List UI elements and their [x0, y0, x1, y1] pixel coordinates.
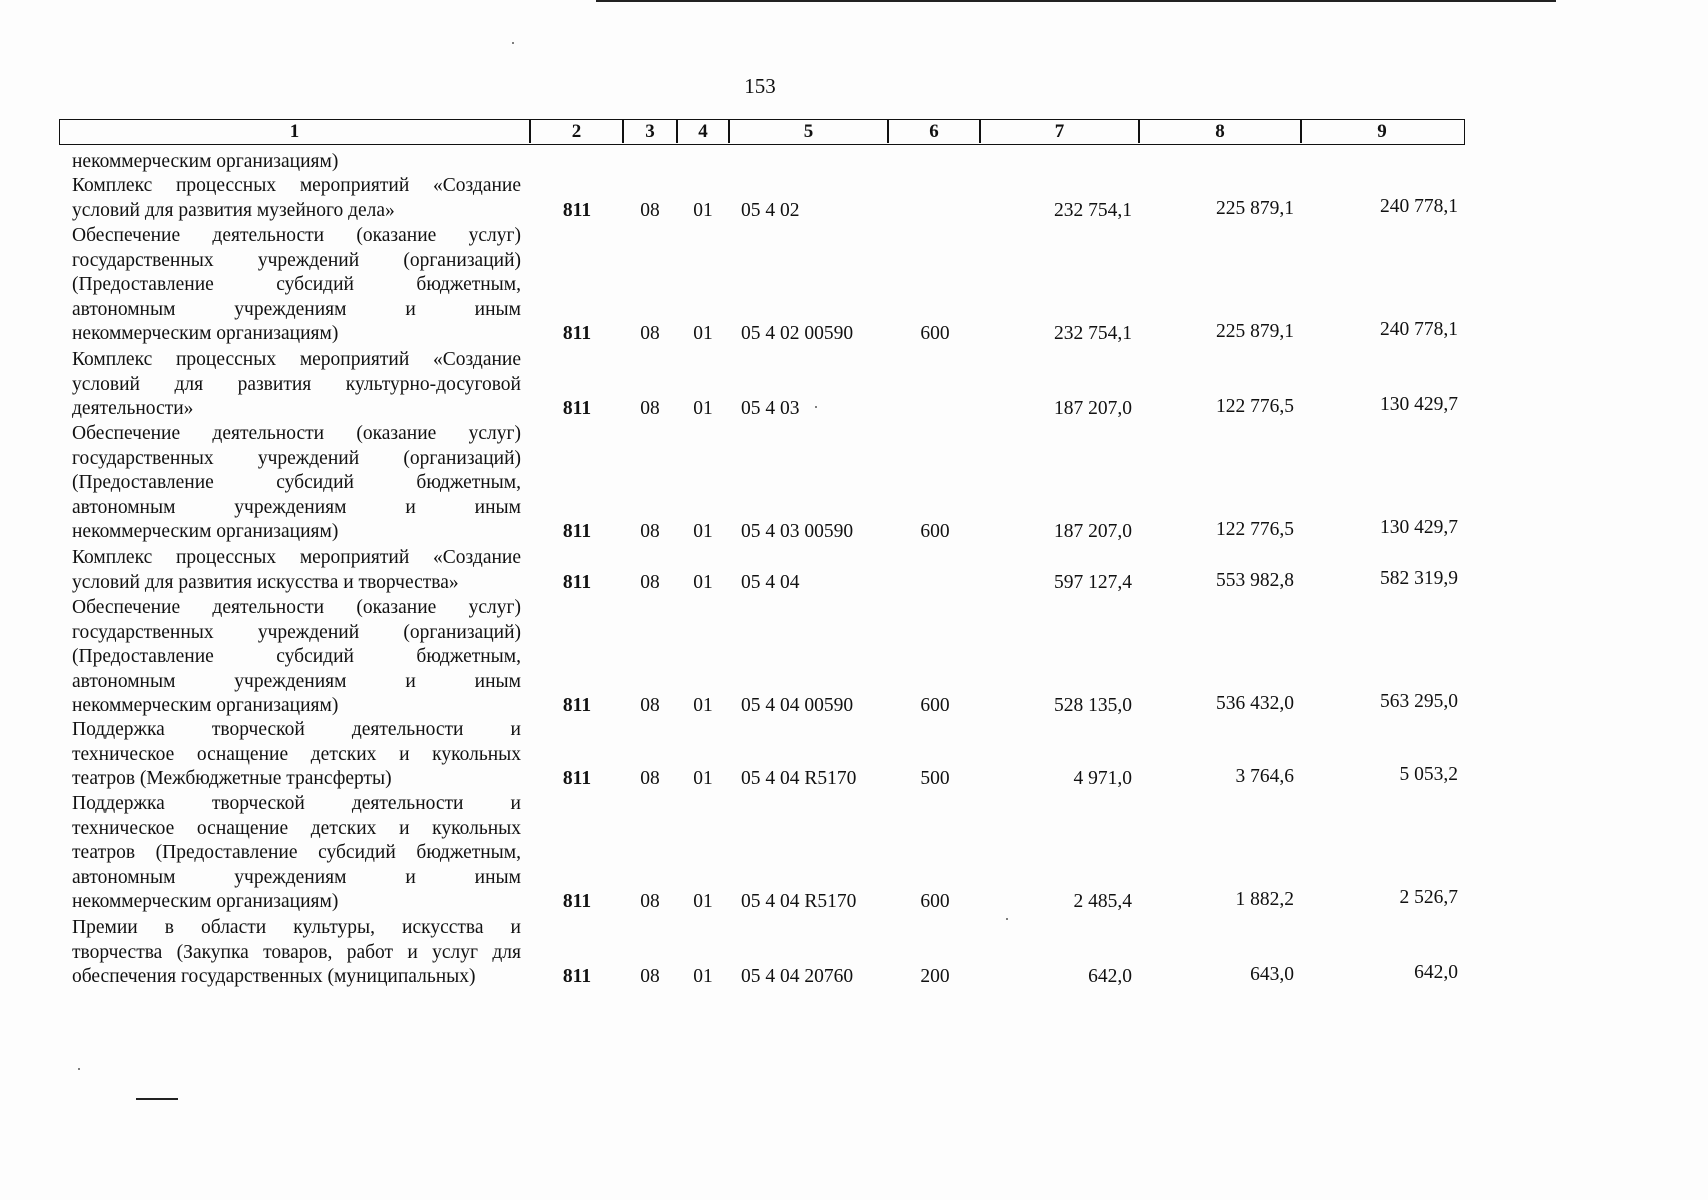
description-line: некоммерческим организациям)	[72, 695, 339, 717]
cell-target-article: 05 4 04 R5170	[741, 768, 857, 790]
description-line: театров (Межбюджетные трансферты)	[72, 768, 392, 790]
description-line: некоммерческим организациям)	[72, 323, 339, 345]
cell-amount-col7: 4 971,0	[1073, 768, 1132, 790]
cell-department-code: 811	[562, 966, 592, 988]
row-description	[72, 224, 521, 347]
cell-department-code: 811	[562, 521, 592, 543]
cell-subsection: 01	[693, 199, 713, 221]
description-line: автономным учреждениям и иным	[72, 298, 521, 320]
description-line: некоммерческим организациям)	[72, 891, 339, 913]
cell-amount-col8: 643,0	[1250, 964, 1294, 986]
page-number: 153	[744, 74, 776, 98]
column-header-9: 9	[1377, 121, 1387, 142]
cell-target-article: 05 4 04 00590	[741, 695, 854, 717]
cell-amount-col8: 1 882,2	[1235, 889, 1294, 911]
description-line: театров (Предоставление субсидий бюджетным,	[72, 842, 521, 864]
cell-subsection: 01	[693, 323, 713, 345]
cell-amount-col8: 225 879,1	[1216, 321, 1294, 343]
cell-department-code: 811	[562, 398, 592, 420]
cell-section: 08	[640, 966, 660, 988]
cell-amount-col9: 582 319,9	[1380, 567, 1458, 589]
cell-target-article: 05 4 03 00590	[741, 521, 854, 543]
description-line: деятельности»	[72, 398, 194, 420]
cell-section: 08	[640, 521, 660, 543]
continuation-text: некоммерческим организациям)	[72, 151, 339, 172]
description-line: государственных учреждений (организаций)	[72, 621, 521, 643]
row-description	[72, 174, 521, 223]
column-header-5: 5	[803, 121, 814, 142]
cell-expense-type: 200	[920, 966, 950, 988]
scan-speck	[815, 406, 817, 408]
cell-section: 08	[640, 323, 660, 345]
cell-subsection: 01	[693, 966, 713, 988]
cell-department-code: 811	[562, 571, 592, 593]
cell-subsection: 01	[693, 695, 713, 717]
cell-expense-type: 600	[920, 323, 950, 345]
scan-speck	[78, 1068, 80, 1070]
description-line: техническое оснащение детских и кукольных	[72, 743, 521, 765]
row-description	[72, 348, 521, 422]
cell-amount-col9: 240 778,1	[1380, 195, 1458, 217]
cell-section: 08	[640, 768, 660, 790]
cell-department-code: 811	[562, 323, 592, 345]
cell-department-code: 811	[562, 199, 592, 221]
cell-target-article: 05 4 04	[741, 571, 800, 593]
cell-department-code: 811	[562, 768, 592, 790]
column-header-4: 4	[698, 121, 708, 142]
description-line: Обеспечение деятельности (оказание услуг)	[72, 225, 521, 246]
description-line: (Предоставление субсидий бюджетным,	[72, 472, 521, 494]
row-description	[72, 718, 521, 792]
column-header-2: 2	[571, 121, 582, 142]
cell-target-article: 05 4 04 20760	[741, 966, 854, 988]
cell-expense-type: 600	[920, 521, 950, 543]
cell-amount-col7: 642,0	[1088, 966, 1132, 988]
cell-amount-col7: 2 485,4	[1073, 891, 1132, 913]
cell-amount-col8: 122 776,5	[1216, 396, 1294, 418]
description-line: Комплекс процессных мероприятий «Создание	[72, 175, 521, 196]
cell-subsection: 01	[693, 768, 713, 790]
cell-amount-col8: 536 432,0	[1216, 693, 1294, 715]
cell-amount-col7: 597 127,4	[1054, 571, 1132, 593]
description-line: условий для развития искусства и творчества»	[72, 571, 459, 593]
cell-target-article: 05 4 03	[741, 398, 800, 420]
description-line: автономным учреждениям и иным	[72, 496, 521, 518]
description-line: автономным учреждениям и иным	[72, 866, 521, 888]
cell-section: 08	[640, 891, 660, 913]
description-line: (Предоставление субсидий бюджетным,	[72, 274, 521, 296]
scan-speck	[1006, 918, 1008, 920]
description-line: Комплекс процессных мероприятий «Создание	[72, 547, 521, 568]
cell-section: 08	[640, 199, 660, 221]
cell-target-article: 05 4 04 R5170	[741, 891, 857, 913]
cell-amount-col9: 240 778,1	[1380, 319, 1458, 341]
description-line: условий для развития культурно-досуговой	[72, 373, 521, 395]
description-line: Комплекс процессных мероприятий «Создание	[72, 349, 521, 370]
description-line: Поддержка творческой деятельности и	[72, 793, 521, 814]
cell-target-article: 05 4 02	[741, 199, 800, 221]
cell-expense-type: 600	[920, 891, 950, 913]
scan-top-edge-line	[596, 0, 1556, 2]
cell-amount-col8: 3 764,6	[1235, 766, 1294, 788]
cell-section: 08	[640, 695, 660, 717]
column-header-6: 6	[929, 121, 939, 142]
description-line: техническое оснащение детских и кукольных	[72, 817, 521, 839]
cell-target-article: 05 4 02 00590	[741, 323, 854, 345]
column-header-7: 7	[1054, 121, 1065, 142]
cell-subsection: 01	[693, 398, 713, 420]
cell-department-code: 811	[562, 891, 592, 913]
cell-expense-type: 500	[920, 768, 950, 790]
cell-amount-col8: 225 879,1	[1216, 197, 1294, 219]
table-header-row	[59, 119, 1465, 145]
description-line: обеспечения государственных (муниципальных)	[72, 966, 476, 988]
scan-speck	[512, 42, 514, 44]
cell-amount-col7: 232 754,1	[1054, 199, 1132, 221]
description-line: Обеспечение деятельности (оказание услуг)	[72, 423, 521, 444]
column-header-1: 1	[289, 121, 300, 142]
row-description	[72, 596, 521, 719]
cell-amount-col9: 2 526,7	[1399, 887, 1458, 909]
cell-amount-col9: 5 053,2	[1399, 764, 1458, 786]
cell-expense-type: 600	[920, 695, 950, 717]
row-description	[72, 792, 521, 915]
cell-subsection: 01	[693, 571, 713, 593]
cell-amount-col7: 528 135,0	[1054, 695, 1132, 717]
cell-subsection: 01	[693, 891, 713, 913]
row-description	[72, 422, 521, 545]
cell-amount-col9: 642,0	[1414, 962, 1458, 984]
cell-amount-col7: 187 207,0	[1054, 398, 1132, 420]
description-line: государственных учреждений (организаций)	[72, 447, 521, 469]
description-line: условий для развития музейного дела»	[72, 199, 395, 221]
cell-amount-col9: 130 429,7	[1380, 394, 1458, 416]
cell-amount-col7: 232 754,1	[1054, 323, 1132, 345]
cell-subsection: 01	[693, 521, 713, 543]
cell-department-code: 811	[562, 695, 592, 717]
description-line: государственных учреждений (организаций)	[72, 249, 521, 271]
description-line: (Предоставление субсидий бюджетным,	[72, 646, 521, 668]
column-header-3: 3	[645, 121, 655, 142]
column-header-8: 8	[1215, 121, 1225, 142]
cell-amount-col8: 122 776,5	[1216, 519, 1294, 541]
description-line: Обеспечение деятельности (оказание услуг)	[72, 597, 521, 618]
row-description	[72, 546, 521, 595]
row-description	[72, 916, 521, 990]
cell-section: 08	[640, 571, 660, 593]
cell-amount-col8: 553 982,8	[1216, 569, 1294, 591]
cell-amount-col7: 187 207,0	[1054, 521, 1132, 543]
description-line: автономным учреждениям и иным	[72, 670, 521, 692]
cell-amount-col9: 130 429,7	[1380, 517, 1458, 539]
description-line: Поддержка творческой деятельности и	[72, 719, 521, 740]
cell-amount-col9: 563 295,0	[1380, 691, 1458, 713]
cell-section: 08	[640, 398, 660, 420]
description-line: Премии в области культуры, искусства и	[72, 917, 521, 938]
description-line: творчества (Закупка товаров, работ и услуг для	[72, 941, 521, 963]
scan-bottom-edge-line	[136, 1098, 178, 1100]
description-line: некоммерческим организациям)	[72, 521, 339, 543]
